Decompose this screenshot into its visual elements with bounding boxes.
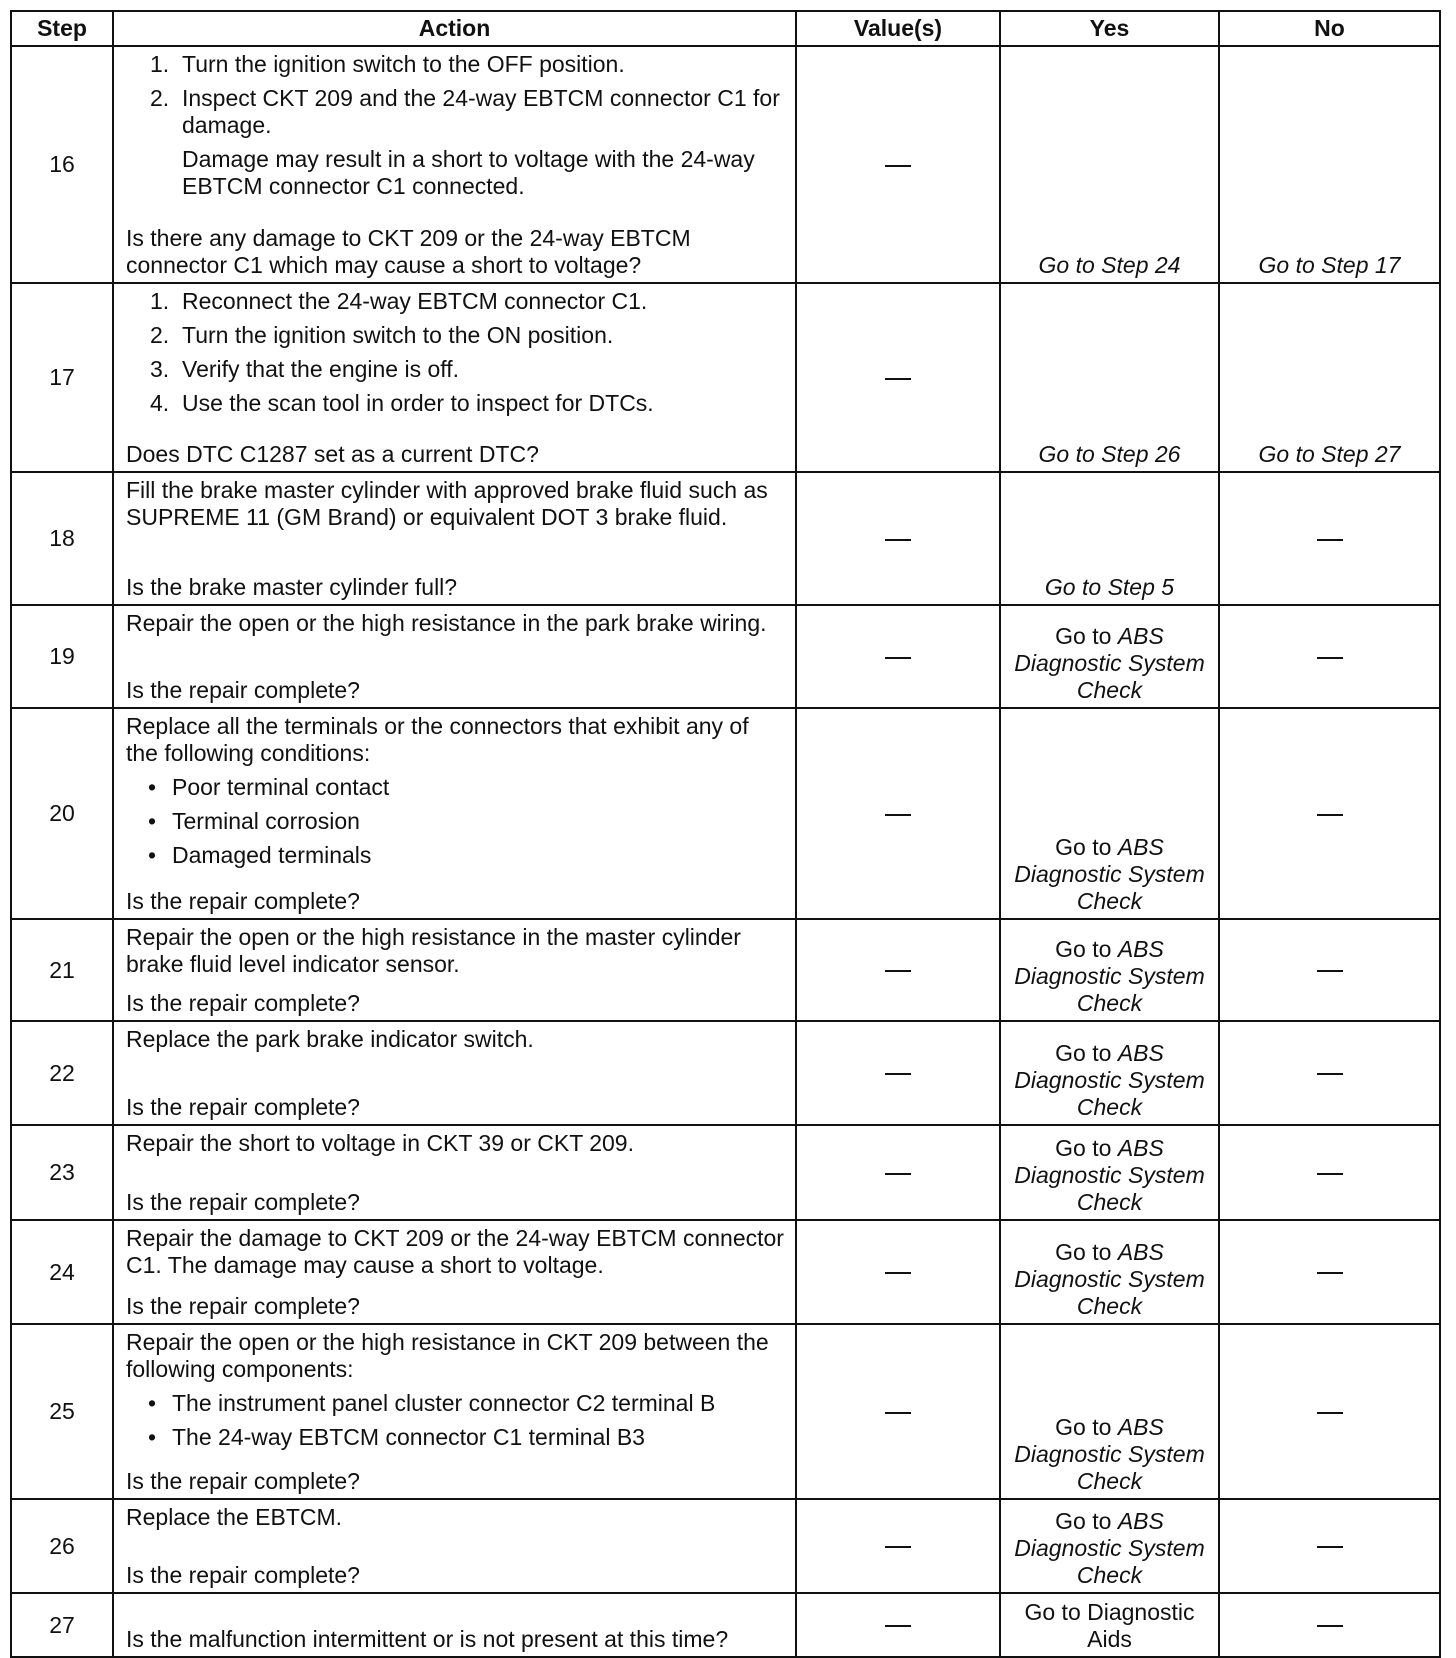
question-text: Is the repair complete? xyxy=(126,1094,360,1120)
step-number: 16 xyxy=(11,46,113,283)
no-cell xyxy=(1219,605,1440,708)
step-number: 18 xyxy=(11,472,113,605)
header-yes: Yes xyxy=(1000,11,1219,46)
header-action: Action xyxy=(113,11,796,46)
no-value-dash xyxy=(1317,814,1343,816)
bullet-icon: • xyxy=(148,808,157,834)
no-cell xyxy=(1219,472,1440,605)
values-cell xyxy=(796,1499,1000,1593)
step-text: Inspect CKT 209 and the 24-way EBTCM connector C1 for damage. xyxy=(182,85,780,138)
table-row xyxy=(11,1499,1440,1593)
bullet-text: The 24-way EBTCM connector C1 terminal B3 xyxy=(172,1424,645,1450)
values-cell xyxy=(796,1125,1000,1220)
no-value-dash xyxy=(885,1173,911,1175)
action-cell xyxy=(113,605,796,708)
instruction-text: Replace the EBTCM. xyxy=(126,1504,343,1530)
no-value-dash xyxy=(1317,970,1343,972)
step-number: 22 xyxy=(11,1021,113,1125)
question-text: Is the repair complete? xyxy=(126,1189,360,1215)
question-text: Is the malfunction intermittent or is not present at this time? xyxy=(126,1626,729,1652)
bullet-icon: • xyxy=(148,1424,157,1450)
numbered-step xyxy=(126,322,785,349)
diagnostic-table xyxy=(10,10,1441,1658)
step-number: 21 xyxy=(11,919,113,1021)
bullet-item xyxy=(126,1424,785,1451)
values-cell xyxy=(796,1593,1000,1657)
step-number: 26 xyxy=(11,1499,113,1593)
no-cell xyxy=(1219,1593,1440,1657)
instruction-text: Repair the damage to CKT 209 or the 24-way EBTCM connector C1. The damage may cause a short to voltage. xyxy=(126,1225,784,1278)
bullet-item xyxy=(126,842,785,869)
no-cell xyxy=(1219,46,1440,283)
step-index: 1. xyxy=(150,51,170,77)
no-value-dash xyxy=(1317,1412,1343,1414)
outcome-text: Go to Diagnostic Aids xyxy=(1024,1599,1195,1652)
bullet-item xyxy=(126,808,785,835)
bullet-text: Poor terminal contact xyxy=(172,774,390,800)
no-value-dash xyxy=(885,970,911,972)
no-value-dash xyxy=(885,1546,911,1548)
no-cell xyxy=(1219,708,1440,919)
outcome-link: ABS Diagnostic System Check xyxy=(1014,623,1205,703)
header-row xyxy=(11,11,1440,46)
action-cell xyxy=(113,283,796,472)
bullet-icon: • xyxy=(148,1390,157,1416)
outcome-link: ABS Diagnostic System Check xyxy=(1014,1040,1205,1120)
step-number: 17 xyxy=(11,283,113,472)
no-value-dash xyxy=(1317,1272,1343,1274)
instruction-text: Repair the open or the high resistance in CKT 209 between the following components: xyxy=(126,1329,769,1382)
yes-cell xyxy=(1000,1021,1219,1125)
step-index: 1. xyxy=(150,288,170,314)
no-value-dash xyxy=(1317,1546,1343,1548)
question-text: Is the repair complete? xyxy=(126,1562,360,1588)
bullet-item xyxy=(126,1390,785,1417)
yes-cell xyxy=(1000,1324,1219,1499)
action-cell xyxy=(113,46,796,283)
outcome-text: Go to xyxy=(1055,1239,1118,1265)
no-cell xyxy=(1219,283,1440,472)
table-row xyxy=(11,46,1440,283)
outcome-link: Go to Step 24 xyxy=(1038,252,1181,278)
yes-cell xyxy=(1000,605,1219,708)
numbered-step xyxy=(126,356,785,383)
table-row xyxy=(11,472,1440,605)
question-text: Is there any damage to CKT 209 or the 24-way EBTCM connector C1 which may cause a short to voltage? xyxy=(126,225,691,278)
instruction-text: Replace all the terminals or the connectors that exhibit any of the following conditions: xyxy=(126,713,749,766)
instruction-text: Repair the open or the high resistance in the park brake wiring. xyxy=(126,610,767,636)
bullet-icon: • xyxy=(148,774,157,800)
step-index: 3. xyxy=(150,356,170,382)
outcome-link: ABS Diagnostic System Check xyxy=(1014,1414,1205,1494)
no-value-dash xyxy=(885,165,911,167)
numbered-step xyxy=(126,85,785,139)
table-row xyxy=(11,283,1440,472)
instruction-text: Repair the open or the high resistance in the master cylinder brake fluid level indicator sensor. xyxy=(126,924,741,977)
no-cell xyxy=(1219,1125,1440,1220)
bullet-text: The instrument panel cluster connector C2 terminal B xyxy=(172,1390,716,1416)
outcome-text: Go to xyxy=(1055,623,1118,649)
table-row xyxy=(11,708,1440,919)
no-value-dash xyxy=(1317,539,1343,541)
no-value-dash xyxy=(885,1073,911,1075)
outcome-text: Go to xyxy=(1055,834,1118,860)
values-cell xyxy=(796,472,1000,605)
no-cell xyxy=(1219,1021,1440,1125)
numbered-step xyxy=(126,288,785,315)
step-text: Turn the ignition switch to the ON position. xyxy=(182,322,614,348)
yes-cell xyxy=(1000,46,1219,283)
table-row xyxy=(11,1125,1440,1220)
step-text: Use the scan tool in order to inspect for DTCs. xyxy=(182,390,654,416)
action-cell xyxy=(113,1593,796,1657)
no-value-dash xyxy=(1317,1173,1343,1175)
no-cell xyxy=(1219,1499,1440,1593)
yes-cell xyxy=(1000,283,1219,472)
yes-cell xyxy=(1000,1499,1219,1593)
step-number: 27 xyxy=(11,1593,113,1657)
bullet-item xyxy=(126,774,785,801)
no-value-dash xyxy=(1317,657,1343,659)
yes-cell xyxy=(1000,1125,1219,1220)
action-cell xyxy=(113,919,796,1021)
step-number: 20 xyxy=(11,708,113,919)
outcome-text: Go to xyxy=(1055,1508,1118,1534)
values-cell xyxy=(796,1021,1000,1125)
no-cell xyxy=(1219,1324,1440,1499)
action-cell xyxy=(113,1021,796,1125)
outcome-link: ABS Diagnostic System Check xyxy=(1014,834,1205,914)
numbered-step xyxy=(126,51,785,78)
no-cell xyxy=(1219,1220,1440,1324)
outcome-link: Go to Step 17 xyxy=(1258,252,1401,278)
note-text: Damage may result in a short to voltage with the 24-way EBTCM connector C1 connected. xyxy=(182,146,755,199)
step-index: 4. xyxy=(150,390,170,416)
question-text: Is the repair complete? xyxy=(126,888,360,914)
step-text: Turn the ignition switch to the OFF position. xyxy=(182,51,625,77)
action-cell xyxy=(113,1220,796,1324)
yes-cell xyxy=(1000,472,1219,605)
table-row xyxy=(11,605,1440,708)
bullet-text: Terminal corrosion xyxy=(172,808,360,834)
action-cell xyxy=(113,1499,796,1593)
yes-cell xyxy=(1000,919,1219,1021)
outcome-link: Go to Step 26 xyxy=(1038,441,1181,467)
question-text: Is the repair complete? xyxy=(126,1468,360,1494)
header-step: Step xyxy=(11,11,113,46)
values-cell xyxy=(796,605,1000,708)
no-value-dash xyxy=(885,657,911,659)
header-no: No xyxy=(1219,11,1440,46)
bullet-icon: • xyxy=(148,842,157,868)
question-text: Does DTC C1287 set as a current DTC? xyxy=(126,441,539,467)
no-value-dash xyxy=(885,539,911,541)
values-cell xyxy=(796,1324,1000,1499)
step-number: 24 xyxy=(11,1220,113,1324)
outcome-link: Go to Step 5 xyxy=(1044,574,1175,600)
outcome-text: Go to xyxy=(1055,936,1118,962)
no-value-dash xyxy=(885,1412,911,1414)
outcome-text: Go to xyxy=(1055,1040,1118,1066)
step-number: 25 xyxy=(11,1324,113,1499)
table-row xyxy=(11,1593,1440,1657)
table-row xyxy=(11,919,1440,1021)
values-cell xyxy=(796,1220,1000,1324)
numbered-step xyxy=(126,390,785,417)
action-cell xyxy=(113,472,796,605)
no-value-dash xyxy=(885,1272,911,1274)
values-cell xyxy=(796,919,1000,1021)
outcome-link: ABS Diagnostic System Check xyxy=(1014,1508,1205,1588)
no-value-dash xyxy=(885,814,911,816)
step-number: 23 xyxy=(11,1125,113,1220)
step-index: 2. xyxy=(150,322,170,348)
outcome-link: ABS Diagnostic System Check xyxy=(1014,1239,1205,1319)
action-cell xyxy=(113,708,796,919)
outcome-link: ABS Diagnostic System Check xyxy=(1014,1135,1205,1215)
outcome-text: Go to xyxy=(1055,1135,1118,1161)
table-row xyxy=(11,1324,1440,1499)
step-number: 19 xyxy=(11,605,113,708)
bullet-text: Damaged terminals xyxy=(172,842,372,868)
no-value-dash xyxy=(885,378,911,380)
no-value-dash xyxy=(885,1625,911,1627)
question-text: Is the repair complete? xyxy=(126,677,360,703)
values-cell xyxy=(796,708,1000,919)
action-cell xyxy=(113,1324,796,1499)
values-cell xyxy=(796,283,1000,472)
no-value-dash xyxy=(1317,1625,1343,1627)
yes-cell xyxy=(1000,1593,1219,1657)
action-cell xyxy=(113,1125,796,1220)
header-values: Value(s) xyxy=(796,11,1000,46)
table-row xyxy=(11,1021,1440,1125)
outcome-link: Go to Step 27 xyxy=(1258,441,1401,467)
step-text: Reconnect the 24-way EBTCM connector C1. xyxy=(182,288,648,314)
question-text: Is the repair complete? xyxy=(126,1293,360,1319)
instruction-text: Repair the short to voltage in CKT 39 or CKT 209. xyxy=(126,1130,634,1156)
question-text: Is the repair complete? xyxy=(126,990,360,1016)
yes-cell xyxy=(1000,708,1219,919)
yes-cell xyxy=(1000,1220,1219,1324)
no-cell xyxy=(1219,919,1440,1021)
step-text: Verify that the engine is off. xyxy=(182,356,460,382)
no-value-dash xyxy=(1317,1073,1343,1075)
step-index: 2. xyxy=(150,85,170,111)
table-row xyxy=(11,1220,1440,1324)
instruction-text: Fill the brake master cylinder with approved brake fluid such as SUPREME 11 (GM Brand) or equivalent DOT 3 brake fluid. xyxy=(126,477,768,530)
question-text: Is the brake master cylinder full? xyxy=(126,574,458,600)
values-cell xyxy=(796,46,1000,283)
instruction-text: Replace the park brake indicator switch. xyxy=(126,1026,534,1052)
outcome-text: Go to xyxy=(1055,1414,1118,1440)
outcome-link: ABS Diagnostic System Check xyxy=(1014,936,1205,1016)
